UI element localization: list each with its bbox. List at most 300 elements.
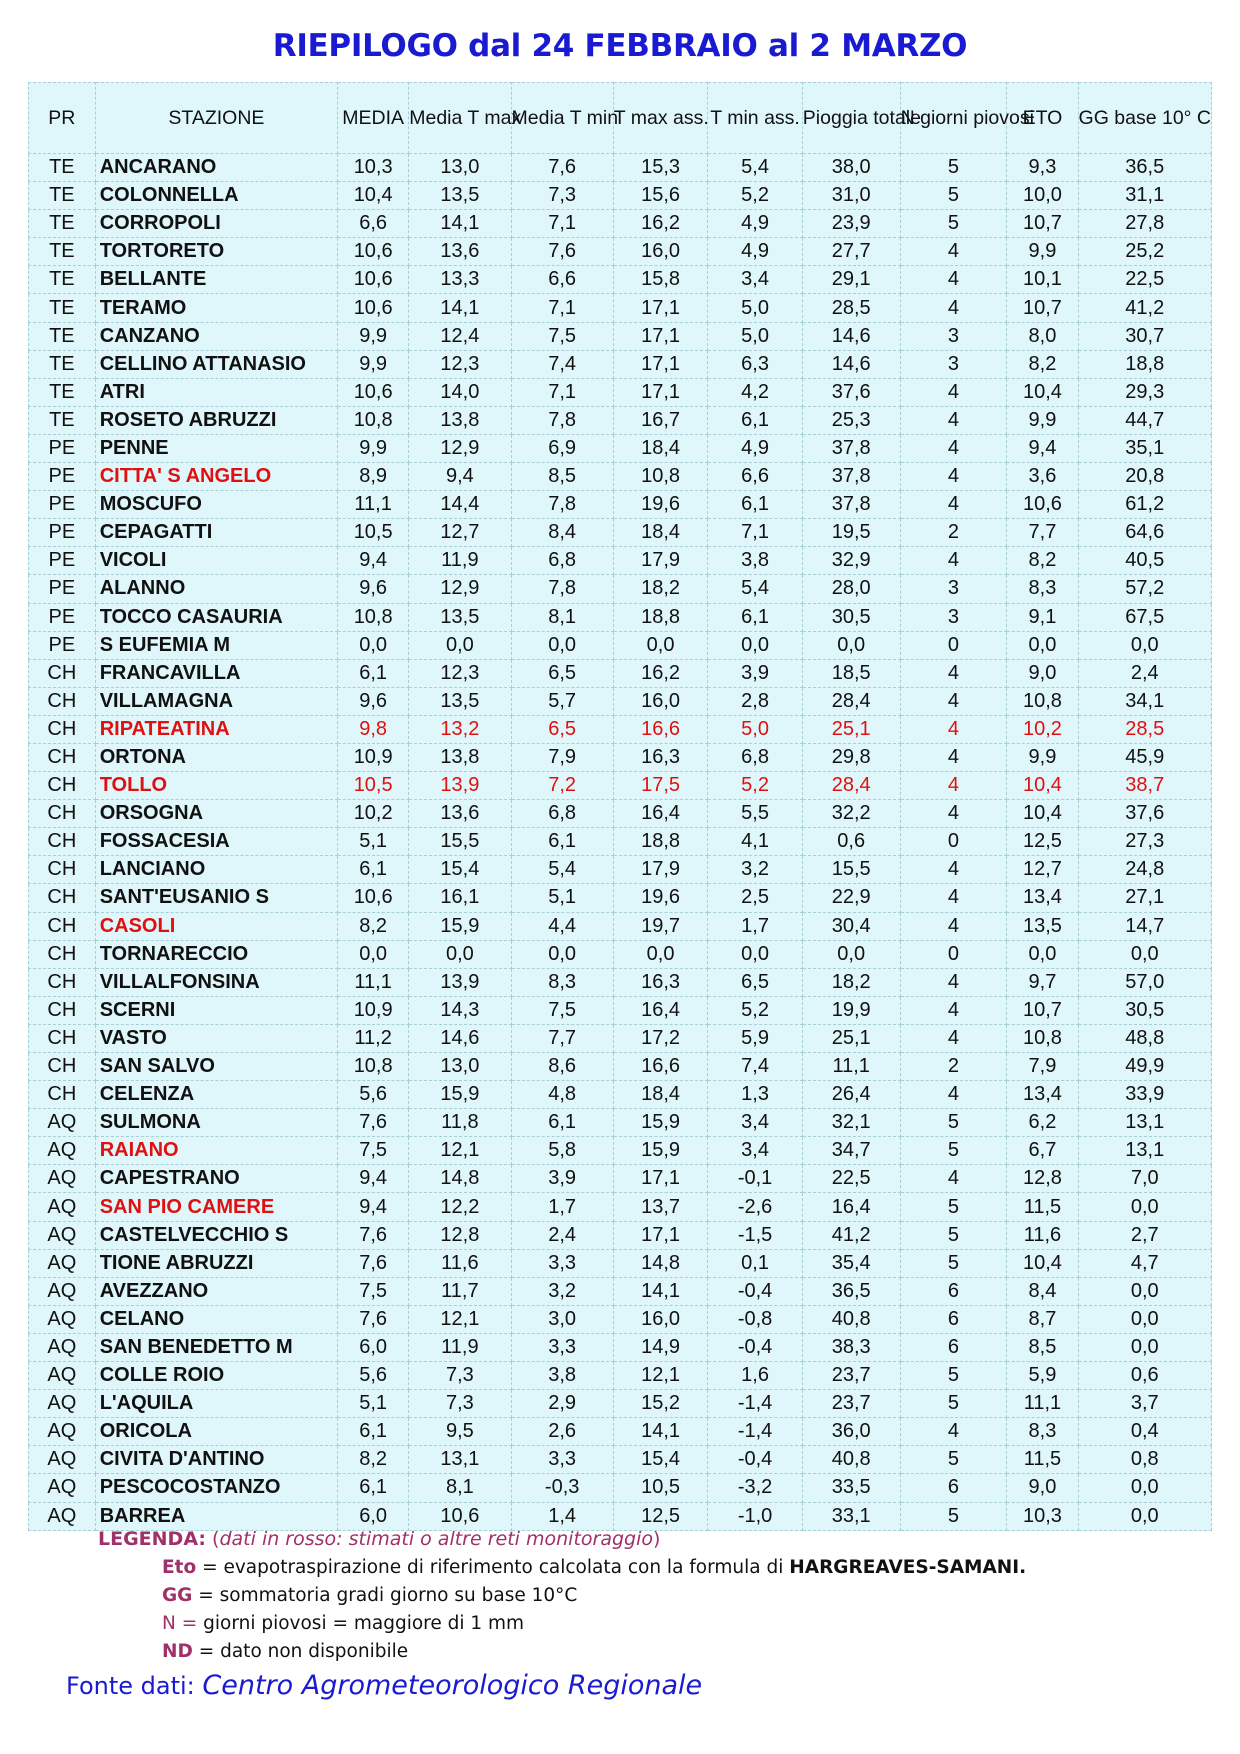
value-cell: 2,4 bbox=[1078, 659, 1211, 687]
station-name-cell: SCERNI bbox=[95, 996, 337, 1024]
province-cell: CH bbox=[29, 800, 96, 828]
table-row bbox=[29, 1390, 1212, 1418]
table-row bbox=[29, 828, 1212, 856]
value-cell: 13,1 bbox=[409, 1446, 511, 1474]
value-cell: 14,8 bbox=[613, 1249, 708, 1277]
station-name-cell: RIPATEATINA bbox=[95, 715, 337, 743]
station-name-cell: CELENZA bbox=[95, 1081, 337, 1109]
value-cell: 14,1 bbox=[613, 1277, 708, 1305]
station-name-cell: TOLLO bbox=[95, 772, 337, 800]
value-cell: 10,8 bbox=[613, 463, 708, 491]
value-cell: 13,6 bbox=[409, 238, 511, 266]
value-cell: 0,0 bbox=[409, 631, 511, 659]
table-row bbox=[29, 1474, 1212, 1502]
value-cell: 15,9 bbox=[613, 1137, 708, 1165]
value-cell: 10,5 bbox=[613, 1474, 708, 1502]
legend-heading bbox=[98, 1528, 660, 1550]
value-cell: 5,1 bbox=[338, 828, 409, 856]
value-cell: 6,5 bbox=[511, 659, 613, 687]
table-row bbox=[29, 772, 1212, 800]
province-cell: CH bbox=[29, 1081, 96, 1109]
value-cell: 5,4 bbox=[708, 154, 803, 182]
value-cell: 0,0 bbox=[613, 631, 708, 659]
column-header: Media T max bbox=[409, 83, 511, 154]
value-cell: 0,8 bbox=[1078, 1446, 1211, 1474]
value-cell: 5,1 bbox=[511, 884, 613, 912]
value-cell: 13,6 bbox=[409, 800, 511, 828]
province-cell: CH bbox=[29, 743, 96, 771]
column-header: Pioggia totale bbox=[802, 83, 900, 154]
province-cell: AQ bbox=[29, 1418, 96, 1446]
station-name-cell: PENNE bbox=[95, 434, 337, 462]
value-cell: 10,4 bbox=[338, 182, 409, 210]
value-cell: 12,9 bbox=[409, 575, 511, 603]
value-cell: 37,8 bbox=[802, 434, 900, 462]
table-row bbox=[29, 1193, 1212, 1221]
province-cell: AQ bbox=[29, 1249, 96, 1277]
province-cell: PE bbox=[29, 547, 96, 575]
value-cell: 0 bbox=[900, 828, 1007, 856]
value-cell: 16,4 bbox=[802, 1193, 900, 1221]
value-cell: 9,8 bbox=[338, 715, 409, 743]
legend-nd-text: = dato non disponibile bbox=[192, 1641, 409, 1662]
table-row bbox=[29, 1362, 1212, 1390]
station-name-cell: TERAMO bbox=[95, 294, 337, 322]
value-cell: 2 bbox=[900, 1053, 1007, 1081]
value-cell: 0,0 bbox=[1078, 1305, 1211, 1333]
value-cell: 2,9 bbox=[511, 1390, 613, 1418]
value-cell: 17,9 bbox=[613, 856, 708, 884]
station-name-cell: CITTA' S ANGELO bbox=[95, 463, 337, 491]
value-cell: 7,6 bbox=[338, 1305, 409, 1333]
legend-nd-key: ND bbox=[162, 1641, 193, 1662]
value-cell: 22,5 bbox=[802, 1165, 900, 1193]
value-cell: 34,1 bbox=[1078, 687, 1211, 715]
value-cell: 7,2 bbox=[511, 772, 613, 800]
value-cell: 3,9 bbox=[511, 1165, 613, 1193]
value-cell: 19,7 bbox=[613, 912, 708, 940]
value-cell: 10,3 bbox=[1007, 1502, 1078, 1530]
value-cell: 38,7 bbox=[1078, 772, 1211, 800]
value-cell: 44,7 bbox=[1078, 406, 1211, 434]
table-row bbox=[29, 912, 1212, 940]
value-cell: 30,4 bbox=[802, 912, 900, 940]
value-cell: 41,2 bbox=[802, 1221, 900, 1249]
value-cell: -0,4 bbox=[708, 1333, 803, 1361]
province-cell: CH bbox=[29, 659, 96, 687]
table-header-row bbox=[29, 83, 1212, 154]
station-name-cell: TORNARECCIO bbox=[95, 940, 337, 968]
value-cell: 10,4 bbox=[1007, 800, 1078, 828]
value-cell: 7,1 bbox=[511, 378, 613, 406]
station-name-cell: COLLE ROIO bbox=[95, 1362, 337, 1390]
data-source-name: Centro Agrometeorologico Regionale bbox=[202, 1670, 703, 1701]
value-cell: 6,5 bbox=[708, 968, 803, 996]
table-row bbox=[29, 378, 1212, 406]
value-cell: 4 bbox=[900, 1418, 1007, 1446]
table-row bbox=[29, 519, 1212, 547]
legend-eto bbox=[162, 1557, 1026, 1578]
table-row bbox=[29, 1137, 1212, 1165]
value-cell: 13,2 bbox=[409, 715, 511, 743]
value-cell: 7,6 bbox=[511, 238, 613, 266]
table-row bbox=[29, 968, 1212, 996]
value-cell: 10,2 bbox=[1007, 715, 1078, 743]
province-cell: AQ bbox=[29, 1446, 96, 1474]
value-cell: 12,3 bbox=[409, 350, 511, 378]
value-cell: 10,6 bbox=[338, 238, 409, 266]
value-cell: 10,5 bbox=[338, 772, 409, 800]
value-cell: 0,1 bbox=[708, 1249, 803, 1277]
value-cell: 57,0 bbox=[1078, 968, 1211, 996]
value-cell: 4 bbox=[900, 491, 1007, 519]
value-cell: 13,4 bbox=[1007, 884, 1078, 912]
value-cell: 0,0 bbox=[1078, 1333, 1211, 1361]
value-cell: 15,9 bbox=[613, 1109, 708, 1137]
value-cell: 9,0 bbox=[1007, 659, 1078, 687]
value-cell: 3 bbox=[900, 322, 1007, 350]
legend-n-text: giorni piovosi = maggiore di 1 mm bbox=[197, 1613, 525, 1634]
station-name-cell: SAN SALVO bbox=[95, 1053, 337, 1081]
table-row bbox=[29, 1081, 1212, 1109]
value-cell: 16,3 bbox=[613, 968, 708, 996]
value-cell: 0,6 bbox=[1078, 1362, 1211, 1390]
value-cell: 4,7 bbox=[1078, 1249, 1211, 1277]
station-name-cell: RAIANO bbox=[95, 1137, 337, 1165]
province-cell: CH bbox=[29, 996, 96, 1024]
value-cell: 22,9 bbox=[802, 884, 900, 912]
province-cell: AQ bbox=[29, 1502, 96, 1530]
value-cell: -1,5 bbox=[708, 1221, 803, 1249]
value-cell: 25,1 bbox=[802, 715, 900, 743]
value-cell: 6,7 bbox=[1007, 1137, 1078, 1165]
value-cell: 1,3 bbox=[708, 1081, 803, 1109]
value-cell: 6,1 bbox=[511, 1109, 613, 1137]
province-cell: CH bbox=[29, 687, 96, 715]
value-cell: 5,9 bbox=[708, 1024, 803, 1052]
value-cell: 12,8 bbox=[409, 1221, 511, 1249]
value-cell: 3 bbox=[900, 575, 1007, 603]
value-cell: -0,1 bbox=[708, 1165, 803, 1193]
legend-paren-open: ( bbox=[212, 1528, 220, 1550]
value-cell: 13,5 bbox=[409, 687, 511, 715]
table-body bbox=[29, 154, 1212, 1531]
value-cell: 11,5 bbox=[1007, 1193, 1078, 1221]
value-cell: 17,1 bbox=[613, 1221, 708, 1249]
value-cell: 6,6 bbox=[338, 210, 409, 238]
value-cell: 10,1 bbox=[1007, 266, 1078, 294]
value-cell: 3,2 bbox=[511, 1277, 613, 1305]
value-cell: 4 bbox=[900, 378, 1007, 406]
value-cell: 14,6 bbox=[409, 1024, 511, 1052]
value-cell: 18,8 bbox=[613, 828, 708, 856]
value-cell: 16,2 bbox=[613, 659, 708, 687]
table-row bbox=[29, 1502, 1212, 1530]
value-cell: 10,4 bbox=[1007, 1249, 1078, 1277]
station-name-cell: BELLANTE bbox=[95, 266, 337, 294]
value-cell: 28,4 bbox=[802, 772, 900, 800]
value-cell: 12,4 bbox=[409, 322, 511, 350]
province-cell: AQ bbox=[29, 1109, 96, 1137]
value-cell: 24,8 bbox=[1078, 856, 1211, 884]
province-cell: TE bbox=[29, 350, 96, 378]
value-cell: 8,0 bbox=[1007, 322, 1078, 350]
value-cell: 3,2 bbox=[708, 856, 803, 884]
value-cell: 5 bbox=[900, 1446, 1007, 1474]
value-cell: 5,4 bbox=[511, 856, 613, 884]
value-cell: 57,2 bbox=[1078, 575, 1211, 603]
value-cell: 5,5 bbox=[708, 800, 803, 828]
value-cell: 7,1 bbox=[511, 210, 613, 238]
value-cell: 11,1 bbox=[1007, 1390, 1078, 1418]
value-cell: 11,5 bbox=[1007, 1446, 1078, 1474]
value-cell: 0,0 bbox=[511, 631, 613, 659]
value-cell: 27,3 bbox=[1078, 828, 1211, 856]
value-cell: 4 bbox=[900, 968, 1007, 996]
value-cell: 5 bbox=[900, 1502, 1007, 1530]
value-cell: 6,1 bbox=[708, 491, 803, 519]
value-cell: 10,7 bbox=[1007, 210, 1078, 238]
value-cell: 10,4 bbox=[1007, 378, 1078, 406]
station-name-cell: BARREA bbox=[95, 1502, 337, 1530]
value-cell: 4 bbox=[900, 800, 1007, 828]
value-cell: 25,2 bbox=[1078, 238, 1211, 266]
value-cell: 14,7 bbox=[1078, 912, 1211, 940]
value-cell: 17,1 bbox=[613, 378, 708, 406]
value-cell: 8,2 bbox=[1007, 350, 1078, 378]
table-row bbox=[29, 631, 1212, 659]
table-row bbox=[29, 1024, 1212, 1052]
province-cell: CH bbox=[29, 940, 96, 968]
station-name-cell: ALANNO bbox=[95, 575, 337, 603]
value-cell: 13,9 bbox=[409, 772, 511, 800]
value-cell: 7,8 bbox=[511, 491, 613, 519]
value-cell: 0,0 bbox=[1078, 631, 1211, 659]
value-cell: 13,5 bbox=[1007, 912, 1078, 940]
value-cell: 7,1 bbox=[708, 519, 803, 547]
value-cell: 13,5 bbox=[409, 603, 511, 631]
province-cell: AQ bbox=[29, 1137, 96, 1165]
value-cell: 64,6 bbox=[1078, 519, 1211, 547]
value-cell: 8,2 bbox=[1007, 547, 1078, 575]
value-cell: 32,1 bbox=[802, 1109, 900, 1137]
column-header: PR bbox=[29, 83, 96, 154]
column-header: ETO bbox=[1007, 83, 1078, 154]
value-cell: 38,3 bbox=[802, 1333, 900, 1361]
value-cell: 1,6 bbox=[708, 1362, 803, 1390]
column-header: T min ass. bbox=[708, 83, 803, 154]
value-cell: 11,2 bbox=[338, 1024, 409, 1052]
value-cell: 13,1 bbox=[1078, 1109, 1211, 1137]
value-cell: 30,7 bbox=[1078, 322, 1211, 350]
province-cell: AQ bbox=[29, 1277, 96, 1305]
value-cell: 8,1 bbox=[511, 603, 613, 631]
value-cell: 36,5 bbox=[802, 1277, 900, 1305]
value-cell: 31,0 bbox=[802, 182, 900, 210]
province-cell: TE bbox=[29, 154, 96, 182]
value-cell: 0,0 bbox=[338, 940, 409, 968]
value-cell: -3,2 bbox=[708, 1474, 803, 1502]
province-cell: AQ bbox=[29, 1474, 96, 1502]
table-row bbox=[29, 463, 1212, 491]
value-cell: 2,5 bbox=[708, 884, 803, 912]
value-cell: 4 bbox=[900, 406, 1007, 434]
value-cell: 0,0 bbox=[1078, 940, 1211, 968]
table-row bbox=[29, 1165, 1212, 1193]
value-cell: 5 bbox=[900, 210, 1007, 238]
value-cell: 15,5 bbox=[409, 828, 511, 856]
value-cell: 6 bbox=[900, 1333, 1007, 1361]
province-cell: TE bbox=[29, 406, 96, 434]
value-cell: 14,1 bbox=[409, 294, 511, 322]
value-cell: 16,4 bbox=[613, 996, 708, 1024]
value-cell: 5 bbox=[900, 182, 1007, 210]
value-cell: 17,1 bbox=[613, 350, 708, 378]
value-cell: 4,2 bbox=[708, 378, 803, 406]
value-cell: 29,1 bbox=[802, 266, 900, 294]
value-cell: 5,4 bbox=[708, 575, 803, 603]
value-cell: 4 bbox=[900, 294, 1007, 322]
legend-n bbox=[162, 1613, 524, 1634]
value-cell: 4 bbox=[900, 996, 1007, 1024]
value-cell: 4 bbox=[900, 238, 1007, 266]
value-cell: 10,5 bbox=[338, 519, 409, 547]
value-cell: 13,8 bbox=[409, 743, 511, 771]
province-cell: PE bbox=[29, 491, 96, 519]
value-cell: 13,4 bbox=[1007, 1081, 1078, 1109]
value-cell: 0,0 bbox=[511, 940, 613, 968]
summary-table bbox=[28, 82, 1212, 1531]
value-cell: 16,1 bbox=[409, 884, 511, 912]
column-header: Media T min bbox=[511, 83, 613, 154]
table-row bbox=[29, 1109, 1212, 1137]
value-cell: 27,8 bbox=[1078, 210, 1211, 238]
province-cell: CH bbox=[29, 1024, 96, 1052]
value-cell: 14,6 bbox=[802, 322, 900, 350]
value-cell: 32,9 bbox=[802, 547, 900, 575]
value-cell: 28,0 bbox=[802, 575, 900, 603]
station-name-cell: VASTO bbox=[95, 1024, 337, 1052]
station-name-cell: ORICOLA bbox=[95, 1418, 337, 1446]
value-cell: 15,8 bbox=[613, 266, 708, 294]
value-cell: 29,3 bbox=[1078, 378, 1211, 406]
value-cell: 11,7 bbox=[409, 1277, 511, 1305]
value-cell: 40,5 bbox=[1078, 547, 1211, 575]
value-cell: 5,1 bbox=[338, 1390, 409, 1418]
value-cell: 9,9 bbox=[1007, 406, 1078, 434]
value-cell: 0,0 bbox=[338, 631, 409, 659]
value-cell: 3 bbox=[900, 350, 1007, 378]
value-cell: 7,3 bbox=[409, 1362, 511, 1390]
value-cell: 13,8 bbox=[409, 406, 511, 434]
value-cell: 18,4 bbox=[613, 434, 708, 462]
value-cell: 10,9 bbox=[338, 996, 409, 1024]
value-cell: 0,0 bbox=[1007, 631, 1078, 659]
value-cell: 8,2 bbox=[338, 912, 409, 940]
value-cell: 15,9 bbox=[409, 1081, 511, 1109]
table-row bbox=[29, 856, 1212, 884]
value-cell: 4 bbox=[900, 772, 1007, 800]
table-row bbox=[29, 210, 1212, 238]
value-cell: 6,1 bbox=[338, 659, 409, 687]
value-cell: 10,6 bbox=[338, 378, 409, 406]
province-cell: PE bbox=[29, 519, 96, 547]
table-row bbox=[29, 1277, 1212, 1305]
value-cell: 3,8 bbox=[708, 547, 803, 575]
value-cell: 3,4 bbox=[708, 266, 803, 294]
value-cell: 2 bbox=[900, 519, 1007, 547]
table-row bbox=[29, 154, 1212, 182]
value-cell: 4 bbox=[900, 463, 1007, 491]
value-cell: 11,6 bbox=[409, 1249, 511, 1277]
value-cell: 10,8 bbox=[1007, 687, 1078, 715]
value-cell: 4 bbox=[900, 715, 1007, 743]
value-cell: 10,6 bbox=[1007, 491, 1078, 519]
table-row bbox=[29, 182, 1212, 210]
value-cell: 16,0 bbox=[613, 238, 708, 266]
value-cell: 0,0 bbox=[1078, 1474, 1211, 1502]
value-cell: 6 bbox=[900, 1474, 1007, 1502]
table-row bbox=[29, 1221, 1212, 1249]
table-row bbox=[29, 687, 1212, 715]
legend-gg bbox=[162, 1585, 577, 1606]
value-cell: 5 bbox=[900, 1362, 1007, 1390]
value-cell: 7,6 bbox=[338, 1221, 409, 1249]
table-row bbox=[29, 743, 1212, 771]
value-cell: 6,0 bbox=[338, 1333, 409, 1361]
value-cell: 9,9 bbox=[338, 350, 409, 378]
value-cell: 5,6 bbox=[338, 1081, 409, 1109]
table-row bbox=[29, 1446, 1212, 1474]
value-cell: 18,2 bbox=[613, 575, 708, 603]
value-cell: 0,0 bbox=[708, 940, 803, 968]
value-cell: 10,9 bbox=[338, 743, 409, 771]
value-cell: 9,4 bbox=[338, 1193, 409, 1221]
value-cell: 15,9 bbox=[409, 912, 511, 940]
province-cell: AQ bbox=[29, 1333, 96, 1361]
table-row bbox=[29, 266, 1212, 294]
value-cell: 10,8 bbox=[338, 406, 409, 434]
value-cell: 11,9 bbox=[409, 547, 511, 575]
value-cell: 8,9 bbox=[338, 463, 409, 491]
value-cell: 4 bbox=[900, 434, 1007, 462]
table-row bbox=[29, 659, 1212, 687]
value-cell: 14,1 bbox=[409, 210, 511, 238]
column-header: T max ass. bbox=[613, 83, 708, 154]
province-cell: AQ bbox=[29, 1362, 96, 1390]
value-cell: 10,4 bbox=[1007, 772, 1078, 800]
value-cell: 16,7 bbox=[613, 406, 708, 434]
value-cell: 3,7 bbox=[1078, 1390, 1211, 1418]
value-cell: 1,7 bbox=[708, 912, 803, 940]
value-cell: 7,4 bbox=[511, 350, 613, 378]
value-cell: 4,9 bbox=[708, 210, 803, 238]
table-row bbox=[29, 1249, 1212, 1277]
value-cell: 17,1 bbox=[613, 322, 708, 350]
province-cell: CH bbox=[29, 912, 96, 940]
province-cell: TE bbox=[29, 182, 96, 210]
table-row bbox=[29, 1333, 1212, 1361]
value-cell: 10,7 bbox=[1007, 996, 1078, 1024]
value-cell: 36,5 bbox=[1078, 154, 1211, 182]
value-cell: 9,9 bbox=[1007, 238, 1078, 266]
value-cell: 0 bbox=[900, 940, 1007, 968]
value-cell: 6,6 bbox=[511, 266, 613, 294]
value-cell: 2,4 bbox=[511, 1221, 613, 1249]
province-cell: AQ bbox=[29, 1165, 96, 1193]
value-cell: 9,9 bbox=[338, 434, 409, 462]
value-cell: 5,7 bbox=[511, 687, 613, 715]
